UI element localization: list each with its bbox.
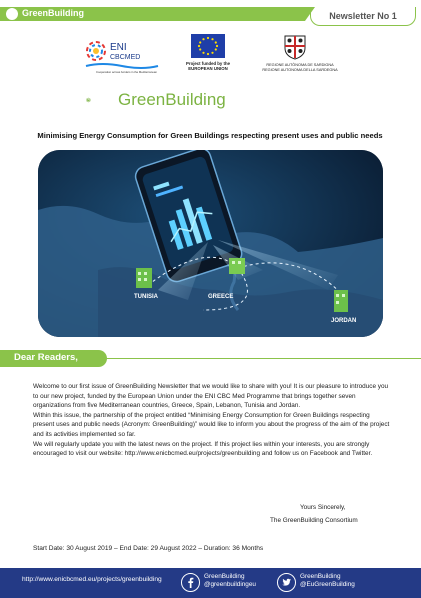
greenbuilding-mini-logo-icon bbox=[6, 8, 18, 20]
footer bbox=[0, 568, 421, 598]
hero-label-tunisia: TUNISIA bbox=[134, 294, 158, 300]
newsletter-label: Newsletter No 1 bbox=[329, 11, 397, 21]
facebook-icon[interactable] bbox=[181, 573, 200, 592]
greenbuilding-leaf-icon bbox=[86, 88, 116, 112]
signature: The GreenBuilding Consortium bbox=[270, 517, 358, 524]
project-website-link[interactable]: http://www.enicbcmed.eu/projects/greenbuilding bbox=[22, 576, 162, 583]
hero-illustration bbox=[38, 150, 383, 337]
hero-label-greece: GREECE bbox=[208, 294, 234, 300]
section-title: Dear Readers, bbox=[14, 352, 78, 363]
hero-label-jordan: JORDAN bbox=[331, 318, 357, 324]
facebook-name: GreenBuilding bbox=[204, 573, 245, 580]
partner-logos bbox=[0, 30, 421, 80]
sardegna-line-2: REGIONE AUTONOMA DELLA SARDEGNA bbox=[262, 67, 338, 72]
signoff: Yours Sincerely, bbox=[300, 504, 346, 511]
facebook-handle: @greenbuildingeu bbox=[204, 581, 256, 588]
greenbuilding-logo-text: GreenBuilding bbox=[118, 90, 226, 109]
twitter-name: GreenBuilding bbox=[300, 573, 341, 580]
eni-sub: CBCMED bbox=[110, 54, 141, 61]
paragraph-updates: We will regularly update you with the latest news on the project. If this project lies within your interests, you are strongly encouraged to visit our website: http://www.enicbcmed.eu/projects/greenbuilding and follow us on Facebook and Twitter. bbox=[33, 440, 373, 458]
sardegna-label bbox=[260, 63, 340, 72]
eni-name: ENI bbox=[110, 42, 127, 53]
paragraph-intro: Welcome to our first issue of GreenBuilding Newsletter that we would like to share with you! It is our pleasure to introduce you to our new project, funded by the European Union under the ENI CBC Med Programme that brings together seven organizations from five Mediterranean countries, Greece, Spain, Lebanon, Tunisia and Jordan. bbox=[33, 383, 389, 410]
hero-image bbox=[38, 150, 383, 337]
twitter-icon[interactable] bbox=[277, 573, 296, 592]
sardegna-line-1: REGIONE AUTÒNOMA DE SARDIGNA bbox=[266, 63, 334, 67]
newsletter-number-badge bbox=[310, 7, 416, 26]
brand-title: GreenBuilding bbox=[22, 8, 85, 18]
twitter-handle: @EuGreenBuilding bbox=[300, 581, 355, 588]
newsletter-headline: Minimising Energy Consumption for Green Buildings respecting present uses and public needs bbox=[37, 131, 383, 140]
twitter-link[interactable] bbox=[300, 573, 355, 589]
section-title-banner bbox=[0, 350, 107, 367]
eu-funded-text: Project funded by the bbox=[186, 61, 230, 66]
sardegna-coat-of-arms-icon bbox=[283, 34, 307, 60]
welcome-text bbox=[33, 382, 391, 459]
eni-cbcmed-logo bbox=[82, 35, 162, 75]
paragraph-progress: Within this issue, the partnership of the project entitled “Minimising Energy Consumption for Green Buildings respecting present uses and public needs (Acronym: GreenBuilding)” would like to inform you about the progress of the aim of the project and its activities implemented so far. bbox=[33, 411, 390, 438]
eu-union-text: EUROPEAN UNION bbox=[188, 66, 228, 71]
eni-tagline: Cooperation across borders in the Mediterranean bbox=[96, 70, 157, 74]
eu-funding-label bbox=[176, 61, 240, 71]
eu-flag-icon bbox=[191, 34, 225, 58]
section-divider bbox=[107, 358, 421, 359]
project-dates: Start Date: 30 August 2019 – End Date: 29 August 2022 – Duration: 36 Months bbox=[33, 545, 264, 552]
facebook-link[interactable] bbox=[204, 573, 256, 589]
